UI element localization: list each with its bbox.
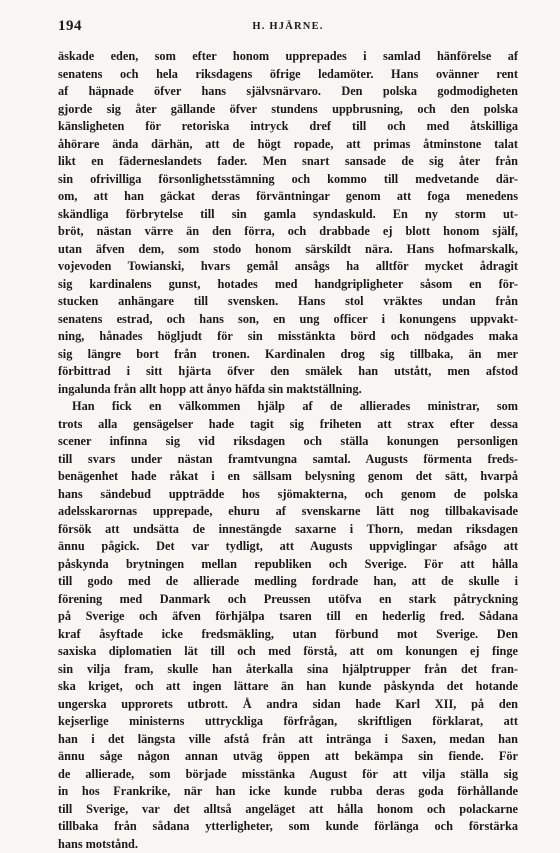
text-line: ungerska upprorets utbrott. Å andra sidan hade Karl XII, på den <box>58 696 518 714</box>
page-header <box>58 18 518 42</box>
text-line: likt en fäderneslandets fader. Men snart sansade de sig åter från <box>58 153 518 171</box>
text-line: kejserlige ministerns uttryckliga förfrågan, skriftligen förklarat, att <box>58 713 518 731</box>
text-line: bröt, nästan värre än den förra, och drabbade ej blott honom själf, <box>58 223 518 241</box>
body-text <box>58 48 518 853</box>
text-line: saxiska diplomatien lät till och med förstå, att om konungen ej finge <box>58 643 518 661</box>
text-line: försök att undsätta de innestängde saxarne i Thorn, medan riksdagen <box>58 521 518 539</box>
text-line: sin ofrivilliga försonlighetsstämning och kommo till medvetande där- <box>58 171 518 189</box>
text-line: tillbaka från sådana ytterligheter, som kunde förlänga och förstärka <box>58 818 518 836</box>
text-line: gjorde sig åter gällande öfver stundens uppbrusning, och den polska <box>58 101 518 119</box>
paragraph <box>58 48 518 398</box>
text-line: senatens estrad, och hans son, en ung officer i konungens uppvakt- <box>58 311 518 329</box>
text-line: på Sverige och äfven förhjälpa tsaren till en hederlig fred. Sådana <box>58 608 518 626</box>
text-line: de allierade, som började misstänka August för att vilja ställa sig <box>58 766 518 784</box>
text-line: förbittrad i sitt hjärta öfver den smälek han utstått, men afstod <box>58 363 518 381</box>
text-line: senatens och hela riksdagens öfrige ledamöter. Hans ovänner rent <box>58 66 518 84</box>
text-line: in hos Frankrike, när han icke kunde rubba deras goda förhållande <box>58 783 518 801</box>
text-line: ning, hånades högljudt för sin misstänkta börd och nödgades maka <box>58 328 518 346</box>
text-line: till godo med de allierade medling fordrade han, att de skulle i <box>58 573 518 591</box>
text-line: hans sändebud uppträdde hos sjömakterna, och genom de polska <box>58 486 518 504</box>
text-line: förening med Danmark och Preussen utöfva en stark påtryckning <box>58 591 518 609</box>
text-line: benägenhet hade råkat i en sällsam belysning genom det sätt, hvarpå <box>58 468 518 486</box>
text-line: känsligheten för retoriska intryck dref till och med åtskilliga <box>58 118 518 136</box>
text-line: påskynda brytningen mellan republiken och Sverige. För att hålla <box>58 556 518 574</box>
text-line: ska kriget, och att ingen lättare än han kunde påskynda det hotande <box>58 678 518 696</box>
text-line: skändliga förbrytelse till sin gamla syndaskuld. En ny storm ut- <box>58 206 518 224</box>
text-line: sin vilja fram, skulle han återkalla sina hjälptrupper från det fran- <box>58 661 518 679</box>
running-head: H. HJÄRNE. <box>58 21 518 32</box>
text-line: kraf åsyftade icke fredsmäkling, utan förbund mot Sverige. Den <box>58 626 518 644</box>
text-line: stucken anhängare till svensken. Hans stol vräktes undan från <box>58 293 518 311</box>
text-line: ingalunda från allt hopp att ånyo häfda sin maktställning. <box>58 381 518 399</box>
text-line: till Sverige, var det alltså angeläget att hålla honom och polackarne <box>58 801 518 819</box>
text-line: scener infinna sig vid riksdagen och ställa konungen personligen <box>58 433 518 451</box>
text-line: utan äfven dem, som stodo honom särskildt nära. Hans hofmarskalk, <box>58 241 518 259</box>
text-line: sig längre bort från tronen. Kardinalen drog sig tillbaka, än mer <box>58 346 518 364</box>
text-line: trots alla gensägelser hade tagit sig friheten att strax efter dessa <box>58 416 518 434</box>
text-line: vojevoden Towianski, hvars gemål ansågs ha alltför mycket ådragit <box>58 258 518 276</box>
text-line: Han fick en välkommen hjälp af de allierades ministrar, som <box>58 398 518 416</box>
paragraph <box>58 398 518 853</box>
text-line: adelsskarornas upprepade, ehuru af svenskarne lätt nog tillbakavisade <box>58 503 518 521</box>
text-line: af häpnade öfver hans självsnärvaro. Den polska godmodigheten <box>58 83 518 101</box>
text-line: äskade eden, som efter honom upprepades i samlad hänförelse af <box>58 48 518 66</box>
text-line: sig kardinalens gunst, hotades med handgripligheter såsom en för- <box>58 276 518 294</box>
text-line: åhörare ända därhän, att de högt ropade, att primas åtminstone talat <box>58 136 518 154</box>
text-line: om, att han gäckat deras förväntningar genom att foga menedens <box>58 188 518 206</box>
text-line: till svars under nästan framtvungna samtal. Augusts förmenta freds- <box>58 451 518 469</box>
text-line: ännu pågick. Det var tydligt, att Augusts uppviglingar afsågo att <box>58 538 518 556</box>
text-line: hans motstånd. <box>58 836 518 853</box>
text-line: ännu såge någon annan utväg öppen att bekämpa sin fiende. För <box>58 748 518 766</box>
text-line: han i det längsta ville afstå från att intränga i Saxen, medan han <box>58 731 518 749</box>
page-number: 194 <box>58 18 82 35</box>
